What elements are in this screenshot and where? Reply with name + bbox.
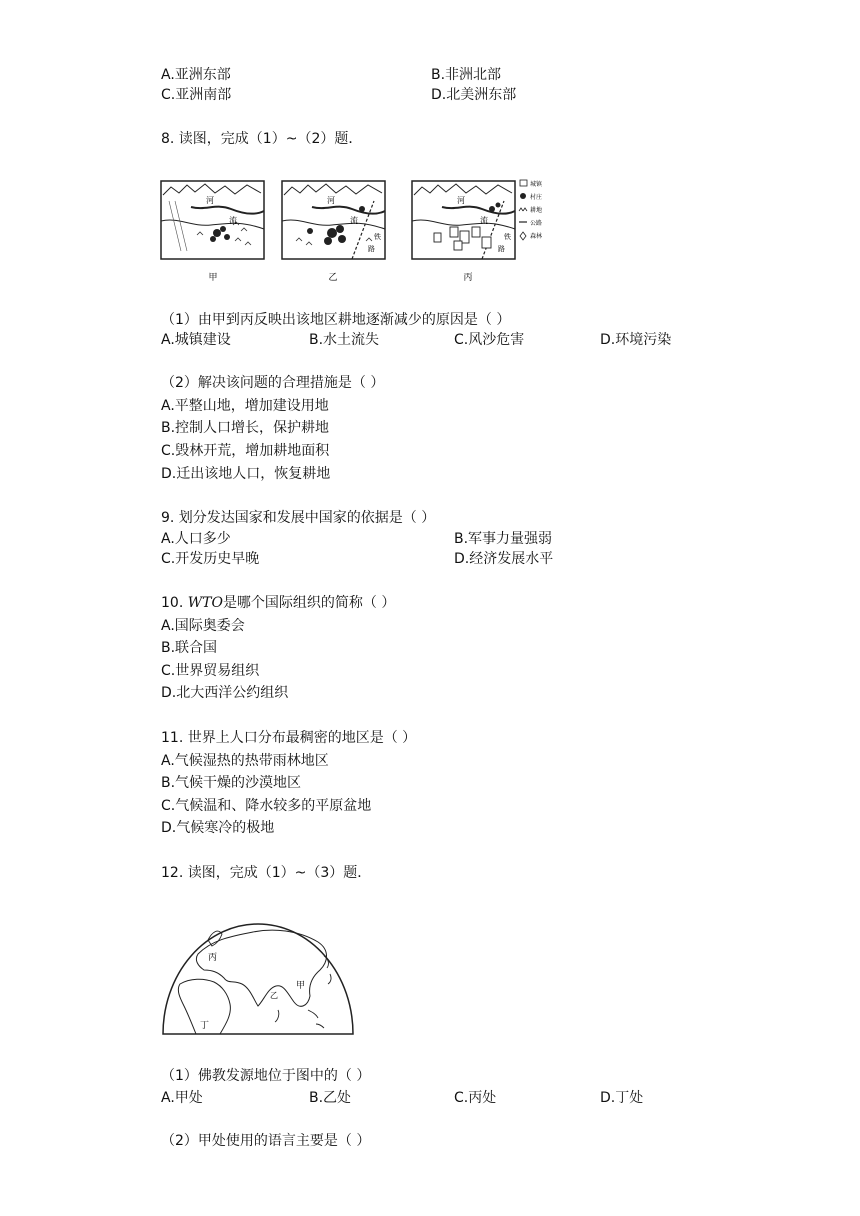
q10-stem — [161, 594, 395, 612]
legend-forest-icon — [520, 232, 526, 240]
q8-sub2-option-c: C.毁林开荒，增加耕地面积 — [161, 443, 330, 459]
map-label-bing: 丙 — [208, 953, 218, 963]
map-jia — [161, 181, 264, 259]
land-use-maps-figure — [158, 176, 543, 286]
q11-option-d: D.气候寒冷的极地 — [161, 820, 275, 836]
map-label-ding: 丁 — [200, 1021, 210, 1031]
map-jia-label: 甲 — [208, 273, 218, 283]
q11-option-a: A.气候湿热的热带雨林地区 — [161, 753, 329, 769]
map-label-yi: 乙 — [270, 991, 278, 1000]
q10-stem-text: 是哪个国际组织的简称（ ） — [222, 595, 396, 611]
map-yi — [282, 181, 385, 259]
q12-sub1-option-a: A.甲处 — [161, 1090, 203, 1106]
q12-stem: 12. 读图，完成（1）~（3）题． — [161, 865, 372, 881]
q11-stem: 11. 世界上人口分布最稠密的地区是（ ） — [161, 730, 417, 746]
q10-option-b: B.联合国 — [161, 640, 218, 656]
q9-option-c: C.开发历史早晚 — [161, 551, 260, 567]
q12-sub1-stem: （1）佛教发源地位于图中的（ ） — [161, 1068, 371, 1084]
q11-option-c: C.气候温和、降水较多的平原盆地 — [161, 798, 372, 814]
legend-farmland: 耕地 — [530, 207, 543, 214]
q8-stem: 8. 读图，完成（1）~（2）题． — [161, 131, 363, 147]
map-bing — [412, 181, 515, 259]
q9-option-b: B.军事力量强弱 — [454, 531, 553, 547]
q9-option-d: D.经济发展水平 — [454, 551, 554, 567]
map-yi-rail-text-1: 铁 — [374, 233, 381, 241]
q8-sub1-option-d: D.环境污染 — [600, 332, 672, 348]
q10-term: WTO — [187, 595, 223, 611]
legend-town-icon — [520, 180, 527, 186]
map-label-jia: 甲 — [296, 981, 306, 991]
q8-sub2-option-b: B.控制人口增长，保护耕地 — [161, 420, 330, 436]
map-jia-river-text-1: 河 — [206, 196, 214, 205]
q7-option-c: C.亚洲南部 — [161, 87, 232, 103]
legend-town: 城镇 — [530, 181, 543, 188]
q7-option-a: A.亚洲东部 — [161, 67, 231, 83]
map-jia-river-text-2: 流 — [229, 216, 237, 225]
map-bing-rail-text-2: 路 — [498, 245, 505, 253]
legend-forest: 森林 — [530, 233, 543, 240]
q9-stem: 9. 划分发达国家和发展中国家的依据是（ ） — [161, 510, 436, 526]
eastern-hemisphere-map — [158, 914, 358, 1038]
q7-option-d: D.北美洲东部 — [431, 87, 517, 103]
q11-option-b: B.气候干燥的沙漠地区 — [161, 775, 302, 791]
legend-village-icon — [520, 193, 526, 199]
q12-sub1-option-c: C.丙处 — [454, 1090, 497, 1106]
map-yi-label: 乙 — [328, 273, 338, 283]
q8-sub1-option-b: B.水土流失 — [309, 332, 380, 348]
legend-farmland-icon — [519, 208, 527, 211]
q8-sub1-option-a: A.城镇建设 — [161, 332, 231, 348]
q10-option-c: C.世界贸易组织 — [161, 663, 260, 679]
map-bing-label: 丙 — [463, 273, 473, 283]
q8-sub1-stem: （1）由甲到丙反映出该地区耕地逐渐减少的原因是（ ） — [161, 312, 511, 328]
q10-option-d: D.北大西洋公约组织 — [161, 685, 289, 701]
q8-sub2-option-a: A.平整山地，增加建设用地 — [161, 398, 329, 414]
map-legend — [519, 180, 543, 240]
q12-sub2-stem: （2）甲处使用的语言主要是（ ） — [161, 1133, 371, 1149]
q8-sub1-option-c: C.风沙危害 — [454, 332, 525, 348]
map-bing-river-text-1: 河 — [457, 196, 465, 205]
map-yi-rail-text-2: 路 — [368, 245, 375, 253]
map-bing-river-text-2: 流 — [480, 216, 488, 225]
q7-option-b: B.非洲北部 — [431, 67, 502, 83]
map-yi-river-text-1: 河 — [327, 196, 335, 205]
map-yi-river-text-2: 流 — [350, 216, 358, 225]
map-bing-rail-text-1: 铁 — [504, 233, 511, 241]
legend-road: 公路 — [530, 220, 543, 227]
q8-sub2-option-d: D.迁出该地人口，恢复耕地 — [161, 466, 331, 482]
q12-sub1-option-b: B.乙处 — [309, 1090, 352, 1106]
legend-village: 村庄 — [530, 194, 543, 201]
q10-option-a: A.国际奥委会 — [161, 618, 245, 634]
q8-sub2-stem: （2）解决该问题的合理措施是（ ） — [161, 375, 385, 391]
q12-sub1-option-d: D.丁处 — [600, 1090, 644, 1106]
q9-option-a: A.人口多少 — [161, 531, 231, 547]
q10-number: 10. — [161, 595, 188, 611]
